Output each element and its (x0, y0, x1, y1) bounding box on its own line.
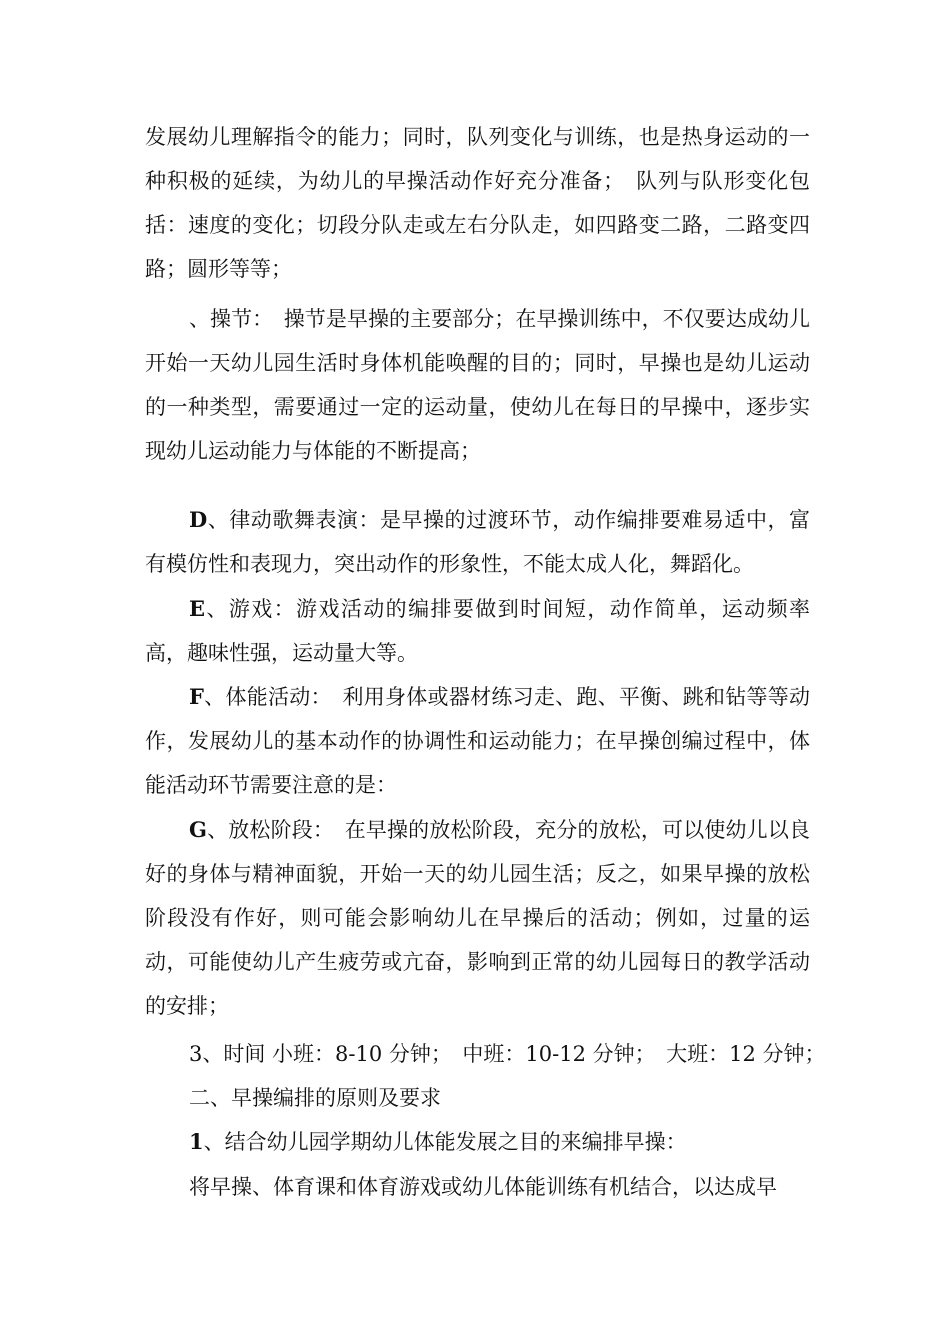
paragraph-physical-activity (145, 675, 810, 807)
time-allocation-line: 3、时间 小班：8-10 分钟； 中班：10-12 分钟； 大班：12 分钟； (189, 1042, 826, 1066)
item-text-d: 、律动歌舞表演：是早操的过渡环节，动作编排要难易适中，富有模仿性和表现力，突出动作的形象性，不能太成人化，舞蹈化。 (145, 508, 810, 576)
item-label-e: E (189, 596, 206, 621)
paragraph-relaxation (145, 808, 810, 1028)
paragraph-games (145, 587, 810, 675)
paragraph-exercise-section: 、操节： 操节是早操的主要部分；在早操训练中，不仅要达成幼儿开始一天幼儿园生活时身体机能唤醒的目的；同时，早操也是幼儿运动的一种类型，需要通过一定的运动量，使幼儿在每日的早操中，逐步实现幼儿运动能力与体能的不断提高； (145, 307, 810, 463)
principle-item-1 (145, 1120, 810, 1164)
section-heading-principles: 二、早操编排的原则及要求 (189, 1086, 441, 1110)
item-label-g: G (189, 817, 207, 842)
paragraph-queue-formation: 发展幼儿理解指令的能力；同时，队列变化与训练，也是热身运动的一种积极的延续，为幼儿的早操活动作好充分准备； 队列与队形变化包括：速度的变化；切段分队走或左右分队走，如四路变二路，二路变四路；圆形等等； (145, 125, 810, 281)
item-text-1: 、结合幼儿园学期幼儿体能发展之目的来编排早操： (203, 1130, 687, 1154)
item-label-f: F (189, 684, 204, 709)
item-text-f: 、体能活动： 利用身体或器材练习走、跑、平衡、跳和钻等等动作，发展幼儿的基本动作的协调性和运动能力；在早操创编过程中，体能活动环节需要注意的是： (145, 685, 810, 797)
paragraph-rhythm-dance (145, 498, 810, 586)
item-text-g: 、放松阶段： 在早操的放松阶段，充分的放松，可以使幼儿以良好的身体与精神面貌，开始一天的幼儿园生活；反之，如果早操的放松阶段没有作好，则可能会影响幼儿在早操后的活动；例如，过量的运动，可能使幼儿产生疲劳或亢奋，影响到正常的幼儿园每日的教学活动的安排； (145, 818, 810, 1018)
item-label-d: D (189, 507, 208, 532)
item-label-1: 1 (189, 1129, 204, 1154)
item-text-e: 、游戏：游戏活动的编排要做到时间短，动作简单，运动频率高，趣味性强，运动量大等。 (145, 597, 810, 665)
paragraph-integration: 将早操、体育课和体育游戏或幼儿体能训练有机结合，以达成早 (189, 1175, 777, 1199)
